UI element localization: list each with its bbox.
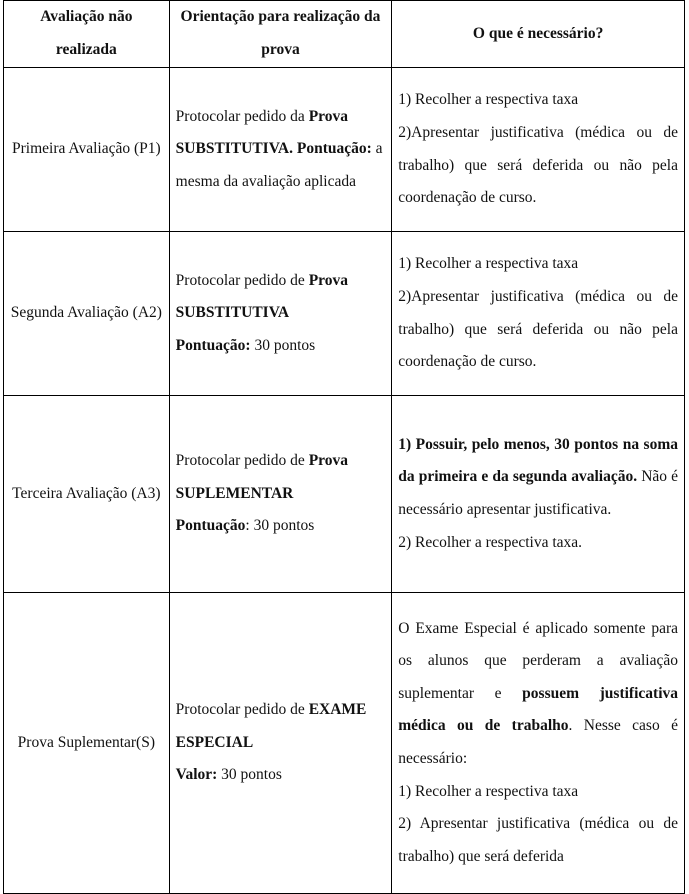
requirement-item: 1) Recolher a respectiva taxa (398, 91, 579, 109)
orientation-cell (169, 396, 392, 593)
requirements-cell (392, 593, 685, 894)
orientation-exam-type: EXAME ESPECIAL (175, 701, 367, 751)
evaluation-cell: Terceira Avaliação (A3) (4, 396, 170, 593)
evaluation-cell: Primeira Avaliação (P1) (4, 68, 170, 232)
orientation-cell (169, 232, 392, 396)
header-requirements: O que é necessário? (392, 1, 685, 68)
evaluation-cell: Segunda Avaliação (A2) (4, 232, 170, 396)
score-value: a mesma da avaliação aplicada (175, 140, 383, 190)
requirement-item: 1) Recolher a respectiva taxa (398, 782, 579, 800)
requirement-condition: 1) Possuir, pelo menos, 30 pontos na soma da primeira e da segunda avaliação. (398, 435, 678, 486)
evaluation-table (3, 0, 685, 894)
score-label: Pontuação: (296, 140, 372, 158)
requirement-item: 2)Apresentar justificativa (médica ou de trabalho) que será deferida ou não pela coordenação de curso. (398, 287, 678, 371)
requirement-intro-bold: possuem justificativa médica ou de trabalho (398, 684, 678, 735)
requirement-intro-text: O Exame Especial é aplicado somente para os alunos que perderam a avaliação suplementar e (398, 619, 678, 702)
score-label: Pontuação (175, 517, 246, 535)
requirement-item: 2) Recolher a respectiva taxa. (398, 533, 583, 551)
evaluation-cell: Prova Suplementar(S) (4, 593, 170, 894)
orientation-prefix: Protocolar pedido da (175, 107, 309, 125)
requirement-note: Não é necessário apresentar justificativa. (398, 468, 679, 518)
requirement-item: 2)Apresentar justificativa (médica ou de trabalho) que será deferida ou não pela coordenação de curso. (398, 123, 678, 207)
requirements-cell (392, 396, 685, 593)
table-row (4, 232, 685, 396)
orientation-exam-type: Prova SUPLEMENTAR (175, 452, 349, 502)
requirement-intro (398, 613, 678, 776)
score-label: Valor: (175, 766, 218, 784)
orientation-prefix: Protocolar pedido de (175, 271, 309, 289)
table-row (4, 68, 685, 232)
table-row (4, 593, 685, 894)
orientation-exam-type: Prova SUBSTITUTIVA (175, 271, 349, 322)
header-orientation: Orientação para realização da prova (169, 1, 392, 68)
orientation-cell (169, 68, 392, 232)
table-row (4, 396, 685, 593)
orientation-prefix: Protocolar pedido de (175, 452, 309, 470)
requirements-cell (392, 68, 685, 232)
score-value: : 30 pontos (245, 517, 315, 535)
requirement-intro-rest: . Nesse caso é necessário: (398, 717, 678, 767)
orientation-prefix: Protocolar pedido de (175, 701, 309, 719)
requirement-item: 1) Recolher a respectiva taxa (398, 255, 579, 273)
score-value: 30 pontos (250, 336, 316, 354)
orientation-exam-type: Prova SUBSTITUTIVA. (175, 107, 349, 158)
score-label: Pontuação: (175, 336, 251, 354)
score-value: 30 pontos (217, 766, 282, 784)
requirement-item (398, 429, 678, 527)
requirement-item: 2) Apresentar justificativa (médica ou de trabalho) que será deferida (398, 815, 678, 865)
requirements-cell (392, 232, 685, 396)
table-header-row (4, 1, 685, 68)
orientation-cell (169, 593, 392, 894)
header-evaluation: Avaliação não realizada (4, 1, 170, 68)
